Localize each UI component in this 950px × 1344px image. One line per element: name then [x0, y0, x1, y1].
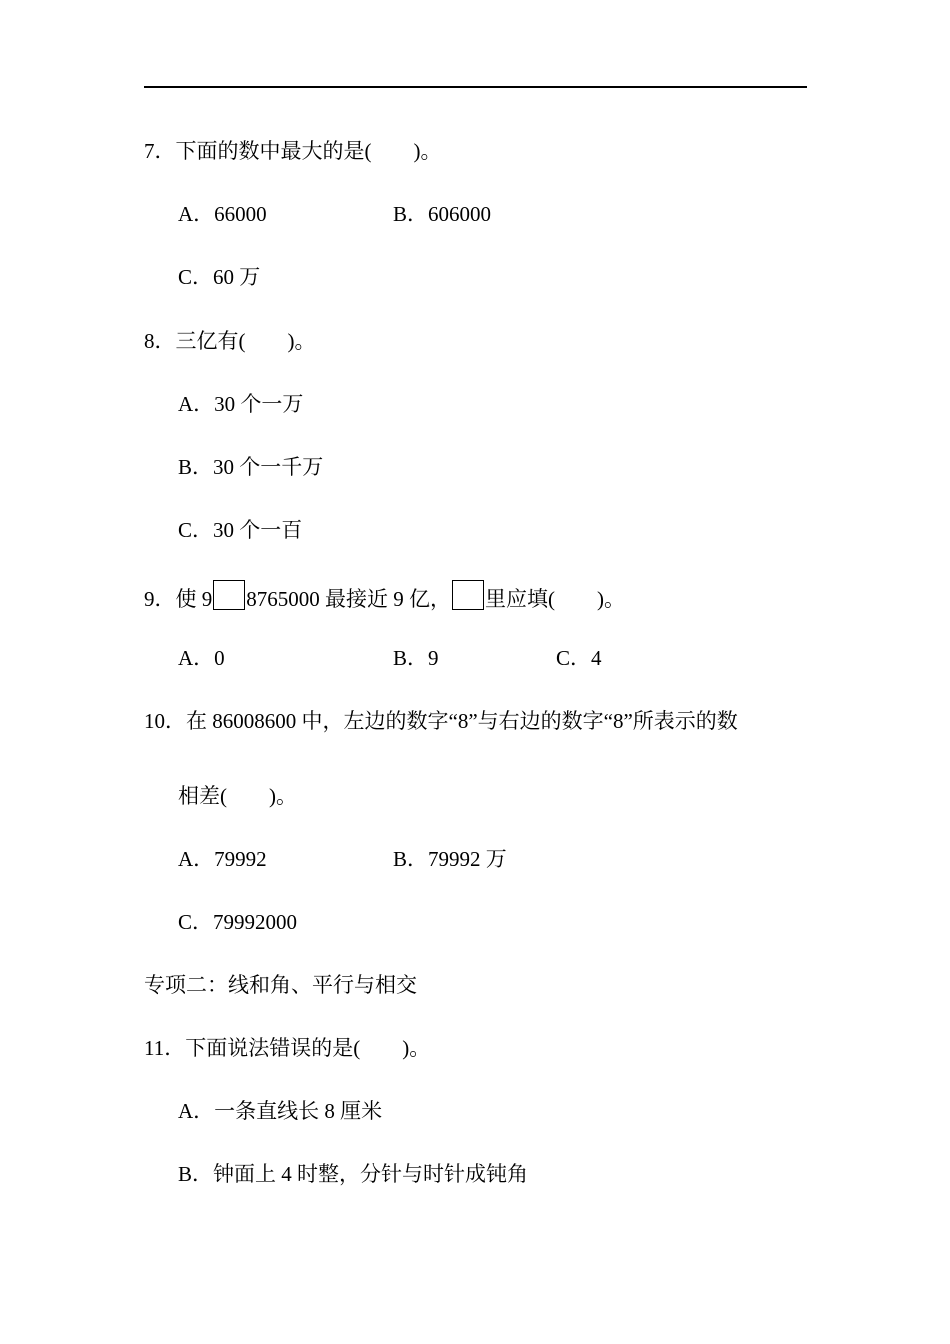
q9-text-part-2: 8765000 最接近 9 亿，	[246, 587, 451, 611]
q11-option-a: A．一条直线长 8 厘米	[178, 1099, 383, 1123]
q8-option-c: C．30 个一百	[178, 518, 303, 542]
q10-option-b: B．79992 万	[393, 847, 507, 871]
q10-option-a: A．79992	[178, 847, 267, 871]
q9-option-b: B．9	[393, 646, 439, 670]
q11-option-b: B．钟面上 4 时整，分针与时针成钝角	[178, 1162, 529, 1186]
answer-box	[452, 580, 484, 610]
q8-option-b: B．30 个一千万	[178, 455, 324, 479]
section-title: 专项二：线和角、平行与相交	[144, 973, 417, 997]
q9-text-part-1: 9．使 9	[144, 587, 213, 611]
question-8: 8．三亿有( )。	[144, 329, 316, 353]
header-rule	[144, 86, 807, 88]
question-11: 11．下面说法错误的是( )。	[144, 1036, 431, 1060]
question-7: 7．下面的数中最大的是( )。	[144, 139, 442, 163]
q7-option-a: A．66000	[178, 202, 267, 226]
question-10: 10．在 86008600 中，左边的数字“8”与右边的数字“8”所表示的数	[144, 709, 738, 733]
q7-option-c: C．60 万	[178, 265, 261, 289]
q10-option-c: C．79992000	[178, 910, 298, 934]
q9-option-a: A．0	[178, 646, 225, 670]
question-9	[144, 580, 625, 612]
q9-option-c: C．4	[556, 646, 602, 670]
answer-box	[213, 580, 245, 610]
q9-text-part-3: 里应填( )。	[485, 587, 625, 611]
q8-option-a: A．30 个一万	[178, 392, 304, 416]
question-10-continued: 相差( )。	[178, 784, 297, 808]
q7-option-b: B．606000	[393, 202, 492, 226]
